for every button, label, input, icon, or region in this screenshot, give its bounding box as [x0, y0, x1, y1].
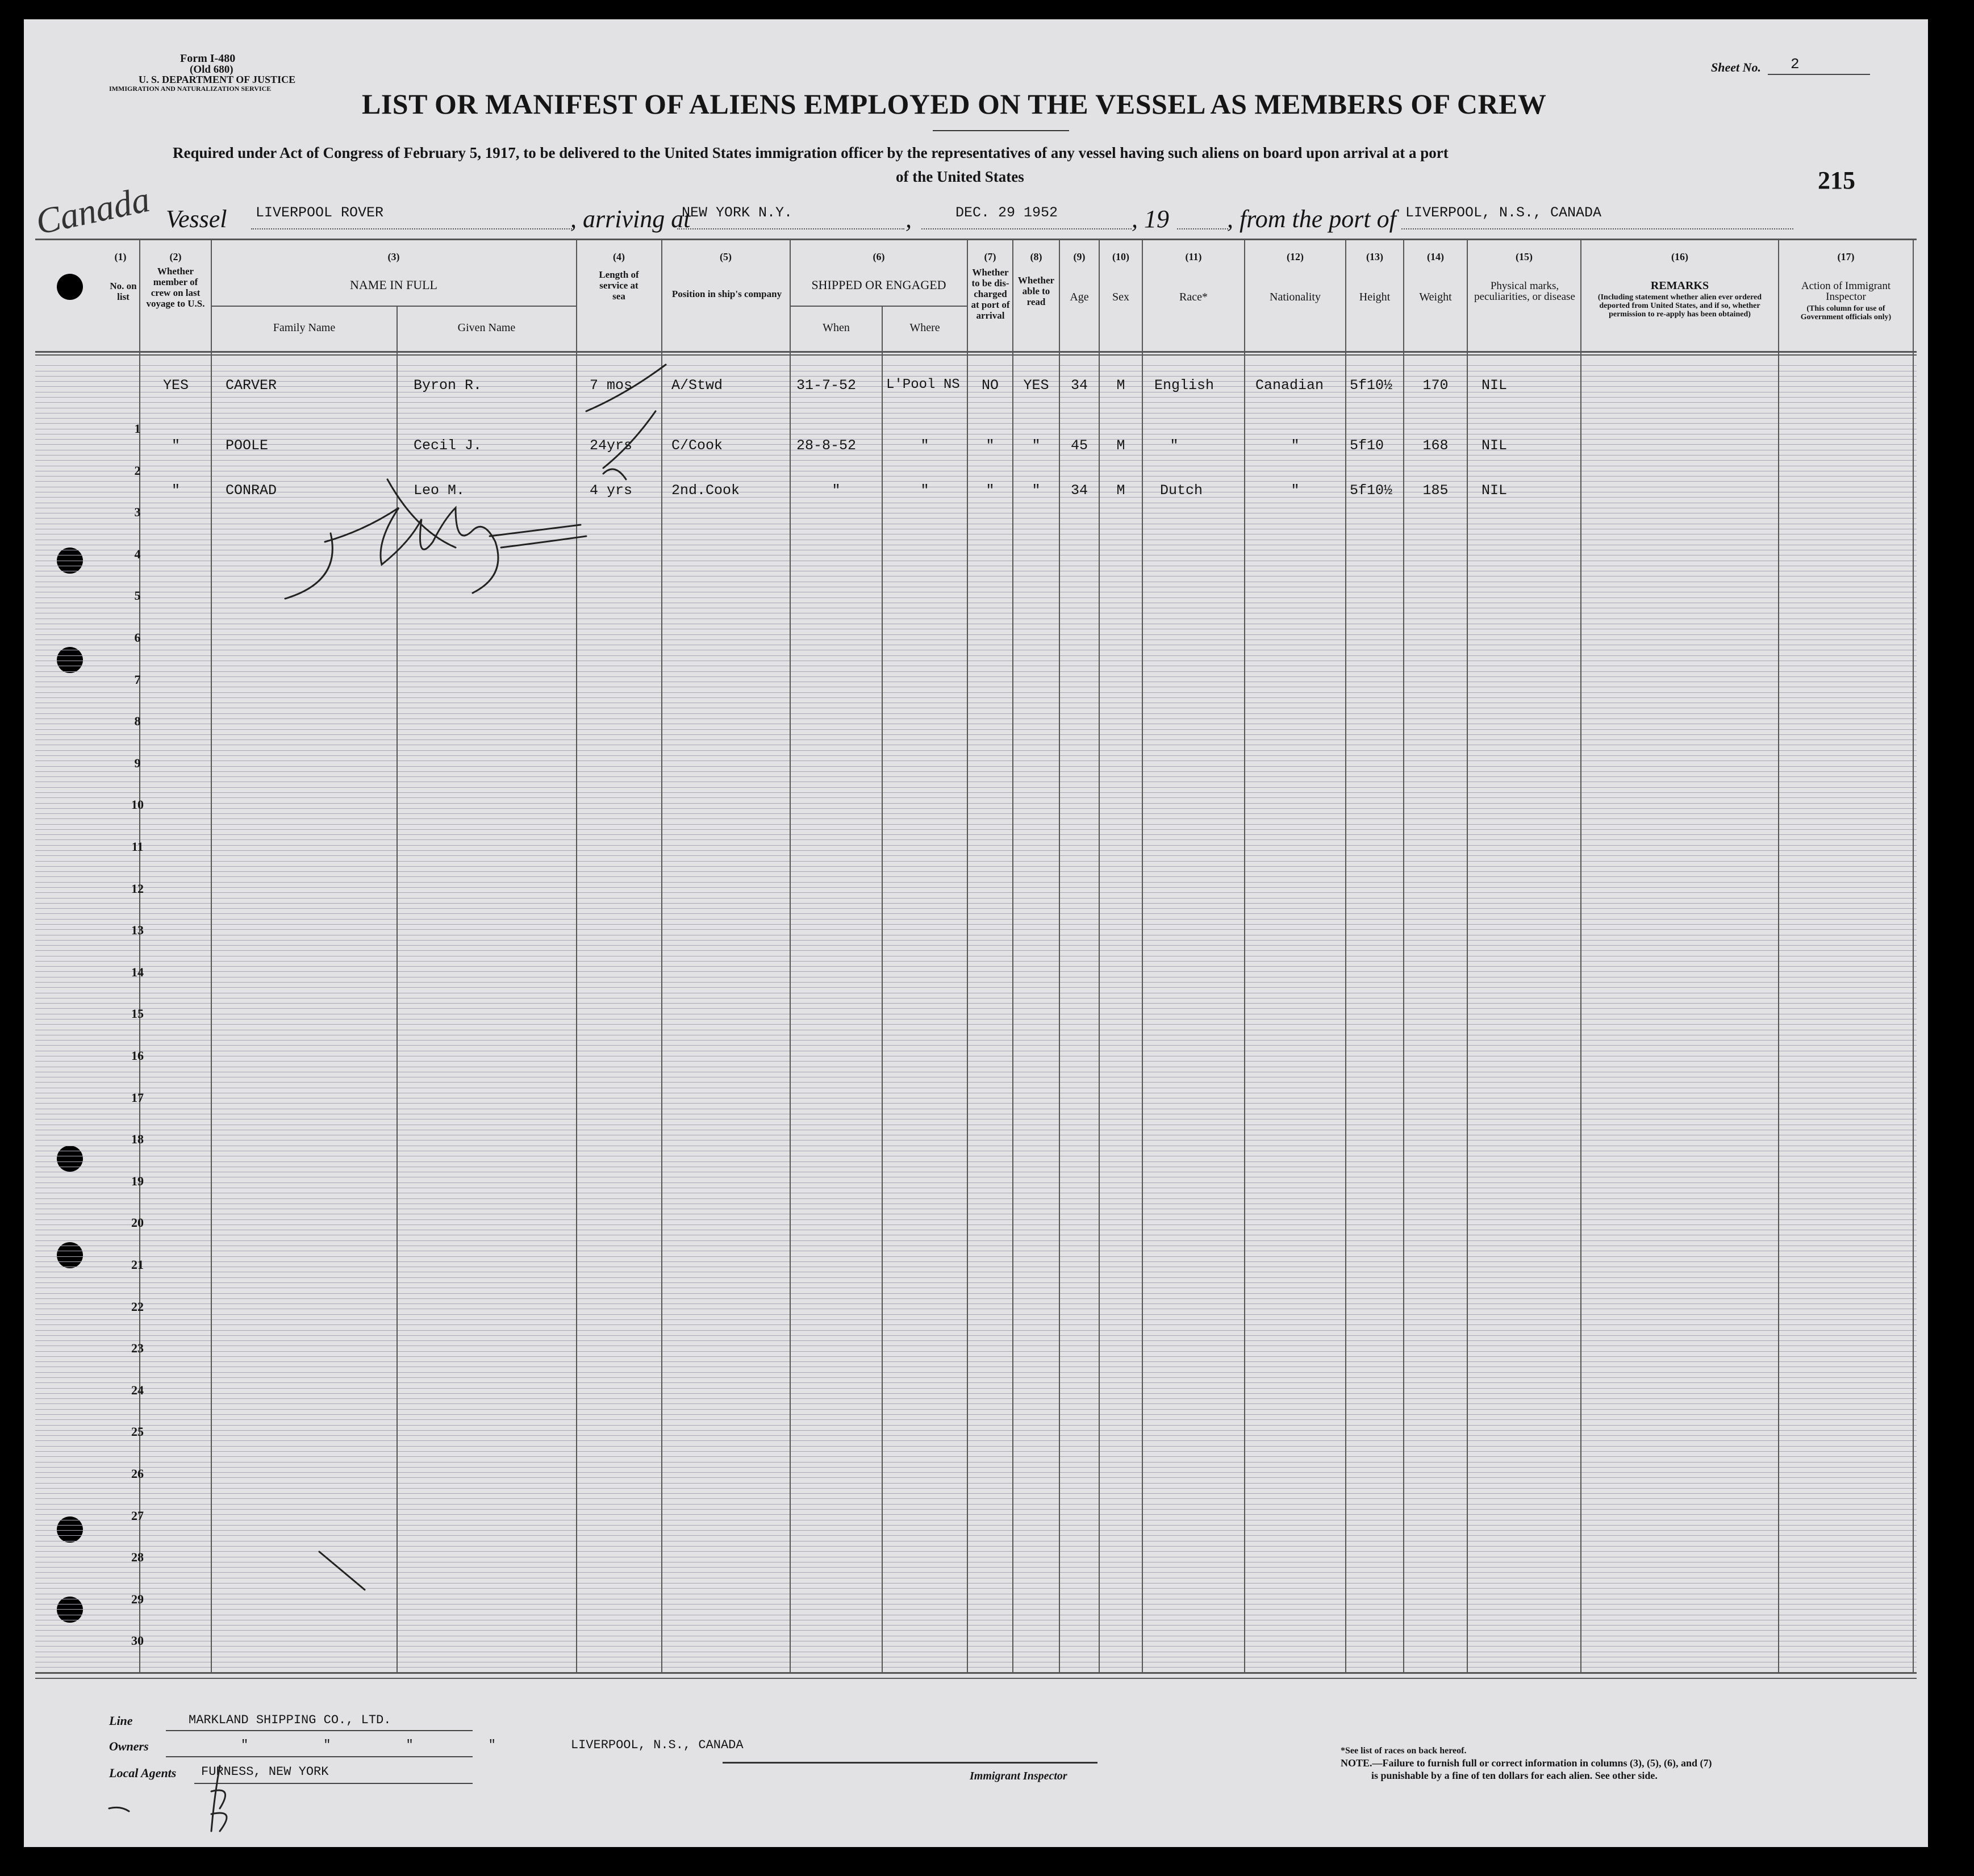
col10-label: Sex — [1112, 291, 1129, 303]
row-number: 27 — [131, 1508, 144, 1523]
row2-marks: NIL — [1481, 437, 1508, 454]
col5-label: Position in ship's company — [671, 289, 782, 299]
row1-service: 7 mos — [590, 377, 633, 394]
col1-number: (1) — [114, 251, 127, 262]
footer-note-1: *See list of races on back hereof. — [1341, 1746, 1467, 1756]
row3-nationality: " — [1291, 482, 1300, 499]
col13-number: (13) — [1366, 251, 1383, 262]
col13-label: Height — [1359, 291, 1391, 303]
col6-when: When — [823, 321, 850, 334]
footer-note-2: NOTE.—Failure to furnish full or correct information in columns (3), (5), (6), and (7) — [1341, 1757, 1712, 1769]
row3-age: 34 — [1070, 482, 1088, 499]
row-number: 30 — [131, 1633, 144, 1648]
col12-label: Nationality — [1270, 291, 1321, 303]
row3-when: " — [832, 482, 841, 499]
row3-family-name: CONRAD — [226, 482, 277, 499]
col12-number: (12) — [1287, 251, 1304, 262]
row1-age: 34 — [1070, 377, 1088, 394]
col16-number: (16) — [1671, 251, 1688, 262]
row2-given-name: Cecil J. — [414, 437, 482, 454]
row3-height: 5f10½ — [1350, 482, 1393, 499]
row3-discharged: " — [986, 482, 995, 499]
line-value: MARKLAND SHIPPING CO., LTD. — [189, 1713, 391, 1727]
row-number: 15 — [131, 1006, 144, 1021]
col11-number: (11) — [1185, 251, 1202, 262]
row1-sex: M — [1116, 377, 1125, 394]
sheet-number: 2 — [1791, 56, 1800, 73]
col7-number: (7) — [984, 251, 996, 262]
col8-label: Whether able to read — [1017, 275, 1055, 307]
inspector-label: Immigrant Inspector — [970, 1770, 1067, 1782]
col3-number: (3) — [387, 251, 400, 262]
row-number: 19 — [131, 1173, 144, 1188]
row1-discharged: NO — [981, 377, 999, 394]
col1-label: No. on list — [110, 281, 137, 302]
row2-where: " — [920, 437, 929, 454]
agents-value: FURNESS, NEW YORK — [201, 1765, 329, 1779]
footer-note-3: is punishable by a fine of ten dollars for each alien. See other side. — [1371, 1770, 1658, 1781]
col4-label: Length of service at sea — [599, 269, 639, 302]
row-number: 6 — [134, 630, 141, 645]
row-number: 11 — [131, 839, 144, 854]
col6-label: SHIPPED OR ENGAGED — [811, 278, 946, 292]
row-number: 26 — [131, 1466, 144, 1481]
col17-label: Action of Immigrant Inspector — [1801, 280, 1891, 303]
from-port: LIVERPOOL, N.S., CANADA — [1405, 204, 1602, 221]
row-number: 7 — [134, 672, 141, 687]
row1-weight: 170 — [1422, 377, 1449, 394]
row-number: 1 — [134, 421, 141, 436]
col3-label: NAME IN FULL — [350, 278, 437, 292]
row2-read: " — [1032, 437, 1041, 454]
col14-label: Weight — [1419, 291, 1452, 303]
row-number: 14 — [131, 964, 144, 979]
col4-number: (4) — [613, 251, 625, 262]
row2-height: 5f10 — [1350, 437, 1384, 454]
row-number: 3 — [134, 505, 141, 520]
row3-given-name: Leo M. — [414, 482, 465, 499]
row2-nationality: " — [1291, 437, 1300, 454]
comma: , — [905, 205, 912, 233]
row1-family-name: CARVER — [226, 377, 277, 394]
line-label: Line — [109, 1714, 133, 1728]
department: U. S. DEPARTMENT OF JUSTICE — [139, 74, 296, 85]
footer-handwriting — [24, 19, 1928, 1847]
col9-number: (9) — [1073, 251, 1086, 262]
vertical-handwritten-initials — [211, 1766, 227, 1831]
col3-given-name: Given Name — [457, 321, 516, 334]
col17-note: (This column for use of Government officials only) — [1800, 304, 1892, 321]
row-number: 13 — [131, 923, 144, 938]
row2-race: " — [1170, 437, 1179, 454]
row-number: 10 — [131, 797, 144, 812]
from-label: , from the port of — [1227, 205, 1396, 233]
vessel-label: Vessel — [166, 205, 227, 233]
row2-age: 45 — [1070, 437, 1088, 454]
row-number: 8 — [134, 714, 141, 729]
row-number: 29 — [131, 1591, 144, 1606]
form-old-number: (Old 680) — [190, 64, 233, 76]
row3-read: " — [1032, 482, 1041, 499]
row-number: 2 — [134, 463, 141, 478]
row3-race: Dutch — [1160, 482, 1203, 499]
row3-service: 4 yrs — [590, 482, 633, 499]
row2-service: 24yrs — [590, 437, 633, 454]
row2-family-name: POOLE — [226, 437, 269, 454]
arriving-label: , arriving at — [570, 205, 691, 233]
sheet-label: Sheet No. — [1711, 60, 1761, 74]
arrival-date: DEC. 29 1952 — [955, 204, 1058, 221]
col6-number: (6) — [873, 251, 885, 262]
form-number: Form I-480 — [180, 52, 236, 65]
row2-when: 28-8-52 — [796, 437, 857, 454]
row-number: 23 — [131, 1341, 144, 1356]
owners-label: Owners — [109, 1739, 149, 1753]
col14-number: (14) — [1427, 251, 1444, 262]
row3-sex: M — [1116, 482, 1125, 499]
col7-label: Whether to be dis-charged at port of arrival — [971, 267, 1010, 321]
col17-number: (17) — [1837, 251, 1855, 262]
row-number: 24 — [131, 1382, 144, 1397]
col15-label: Physical marks, peculiarities, or disease — [1474, 280, 1575, 303]
row-number: 18 — [131, 1132, 144, 1147]
col11-label: Race* — [1179, 291, 1208, 303]
manifest-title: LIST OR MANIFEST OF ALIENS EMPLOYED ON THE VESSEL AS MEMBERS OF CREW — [362, 88, 1547, 120]
col2-label: Whether member of crew on last voyage to U.S. — [146, 266, 205, 309]
col8-number: (8) — [1030, 251, 1042, 262]
col5-number: (5) — [720, 251, 732, 262]
row1-position: A/Stwd — [671, 377, 723, 394]
subtitle-line-1: Required under Act of Congress of February 5, 1917, to be delivered to the United States immigration officer by the representatives of any vessel having such aliens on board upon arrival at a port — [173, 144, 1449, 161]
margin-note-handwritten: Canada — [32, 178, 153, 243]
row2-sex: M — [1116, 437, 1125, 454]
stamp-number: 215 — [1818, 166, 1855, 194]
row1-nationality: Canadian — [1255, 377, 1324, 394]
service: IMMIGRATION AND NATURALIZATION SERVICE — [109, 85, 272, 93]
agents-label: Local Agents — [109, 1766, 177, 1780]
col15-number: (15) — [1516, 251, 1533, 262]
col3-family-name: Family Name — [273, 321, 336, 334]
row3-position: 2nd.Cook — [671, 482, 740, 499]
row1-read: YES — [1023, 377, 1049, 394]
year-prefix: , 19 — [1132, 205, 1169, 233]
row3-last-voyage: " — [171, 482, 180, 499]
col6-where: Where — [909, 321, 940, 334]
row-number: 22 — [131, 1299, 144, 1314]
row-number: 5 — [134, 588, 141, 603]
small-mark — [109, 1807, 129, 1811]
col2-number: (2) — [169, 251, 182, 262]
subtitle-line-2: of the United States — [896, 168, 1024, 185]
owners-value: " " " " LIVERPOOL, N.S., CANADA — [241, 1738, 744, 1752]
col10-number: (10) — [1112, 251, 1129, 262]
col16-note: (Including statement whether alien ever ordered deported from United States, and if so, whether permission to re-apply has been obtained) — [1597, 293, 1762, 319]
row1-when: 31-7-52 — [796, 377, 857, 394]
row-number: 17 — [131, 1090, 144, 1105]
row2-discharged: " — [986, 437, 995, 454]
row-number: 4 — [134, 546, 141, 561]
row1-race: English — [1154, 377, 1215, 394]
manifest-page — [24, 19, 1928, 1847]
row1-marks: NIL — [1481, 377, 1508, 394]
row2-last-voyage: " — [171, 437, 180, 454]
row3-where: " — [920, 482, 929, 499]
col9-label: Age — [1070, 291, 1089, 303]
row1-given-name: Byron R. — [414, 377, 482, 394]
row2-weight: 168 — [1422, 437, 1449, 454]
vessel-name: LIVERPOOL ROVER — [256, 204, 384, 221]
row-number: 25 — [131, 1424, 144, 1439]
row-number: 21 — [131, 1257, 144, 1272]
row-number: 16 — [131, 1048, 144, 1063]
row3-marks: NIL — [1481, 482, 1508, 499]
row3-weight: 185 — [1422, 482, 1449, 499]
row-number: 20 — [131, 1215, 144, 1230]
arriving-at: NEW YORK N.Y. — [682, 204, 793, 221]
row-number: 28 — [131, 1550, 144, 1565]
col16-label: REMARKS — [1650, 279, 1709, 292]
row1-height: 5f10½ — [1350, 377, 1393, 394]
row2-position: C/Cook — [671, 437, 723, 454]
row-number: 9 — [134, 755, 141, 770]
row-number: 12 — [131, 881, 144, 896]
row1-where: L'Pool NS — [886, 377, 960, 392]
row1-last-voyage: YES — [162, 377, 189, 394]
